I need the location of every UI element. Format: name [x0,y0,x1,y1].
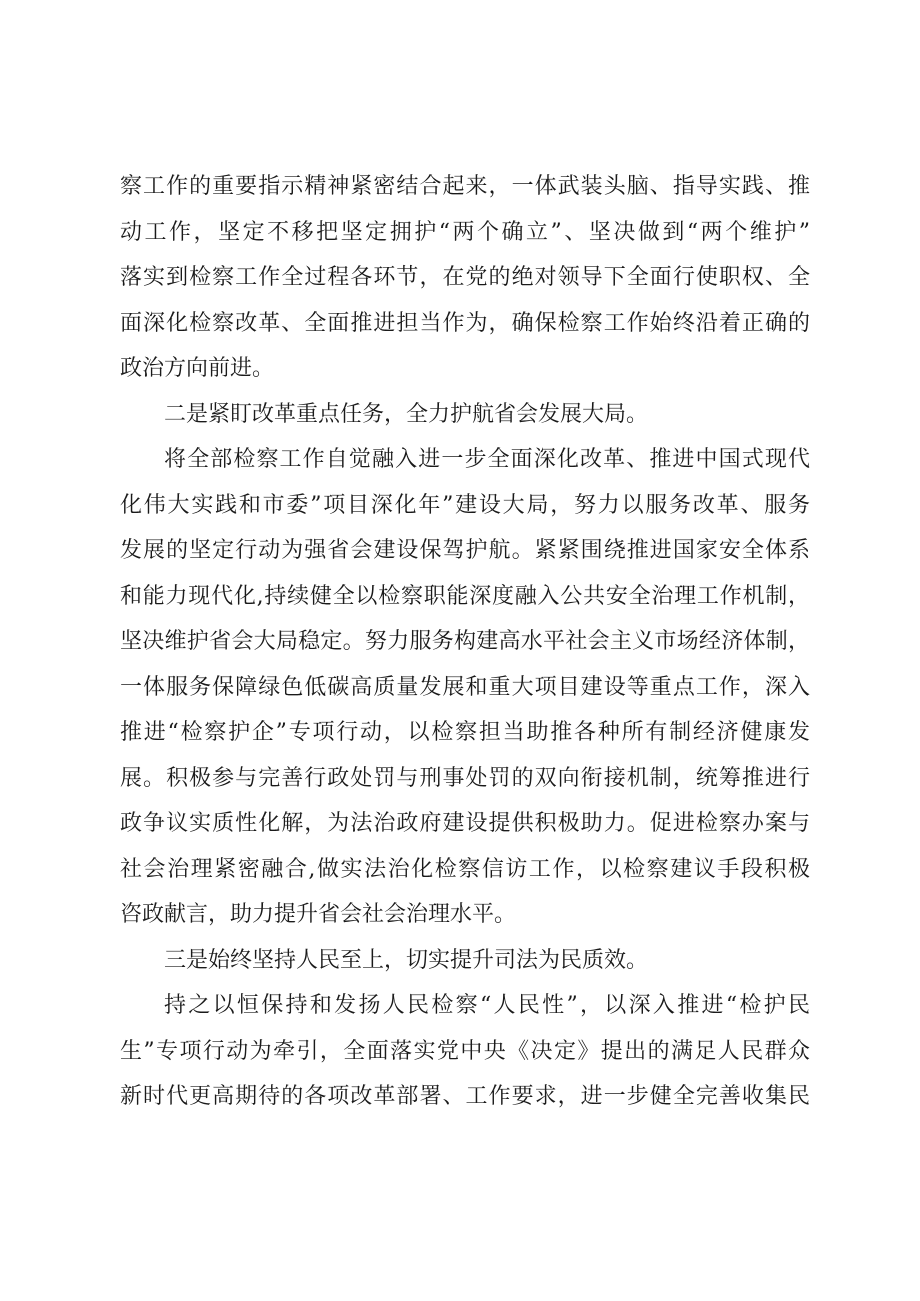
text-line: 政治方向前进。 [120,356,275,381]
text-line: 将全部检察工作自觉融入进一步全面深化改革、推进中国式现代 [164,447,810,472]
text-line: 新时代更高期待的各项改革部署、工作要求，进一步健全完善收集民 [120,1084,810,1109]
text-line: 展。积极参与完善行政处罚与刑事处罚的双向衔接机制，统筹推进行 [120,765,810,791]
text-line: 一体服务保障绿色低碳高质量发展和重大项目建设等重点工作，深入 [120,674,810,700]
text-line: 社会治理紧密融合,做实法治化检察信访工作，以检察建议手段积极 [120,856,810,882]
text-line: 和能力现代化,持续健全以检察职能深度融入公共安全治理工作机制， [120,583,810,609]
text-line: 二是紧盯改革重点任务，全力护航省会发展大局。 [164,401,649,427]
text-line: 察工作的重要指示精神紧密结合起来，一体武装头脑、指导实践、推 [120,174,810,199]
text-line: 落实到检察工作全过程各环节，在党的绝对领导下全面行使职权、全 [120,265,810,290]
text-line: 坚决维护省会大局稳定。努力服务构建高水平社会主义市场经济体制， [120,629,810,654]
text-line: 生”专项行动为牵引，全面落实党中央《决定》提出的满足人民群众 [120,1038,810,1064]
text-line: 化伟大实践和市委”项目深化年”建设大局，努力以服务改革、服务 [120,492,810,518]
text-line: 动工作，坚定不移把坚定拥护“两个确立”、坚决做到“两个维护” [120,219,810,245]
text-line: 推进“检察护企”专项行动，以检察担当助推各种所有制经济健康发 [120,720,810,745]
text-line: 面深化检察改革、全面推进担当作为，确保检察工作始终沿着正确的 [120,310,810,336]
body-text [120,164,810,1120]
text-line: 发展的坚定行动为强省会建设保驾护航。紧紧围绕推进国家安全体系 [120,538,810,563]
text-line: 三是始终坚持人民至上，切实提升司法为民质效。 [164,947,649,973]
text-line: 持之以恒保持和发扬人民检察“人民性”，以深入推进“检护民 [164,993,810,1018]
text-line: 政争议实质性化解，为法治政府建设提供积极助力。促进检察办案与 [120,811,810,836]
text-line: 咨政献言，助力提升省会社会治理水平。 [120,902,517,927]
